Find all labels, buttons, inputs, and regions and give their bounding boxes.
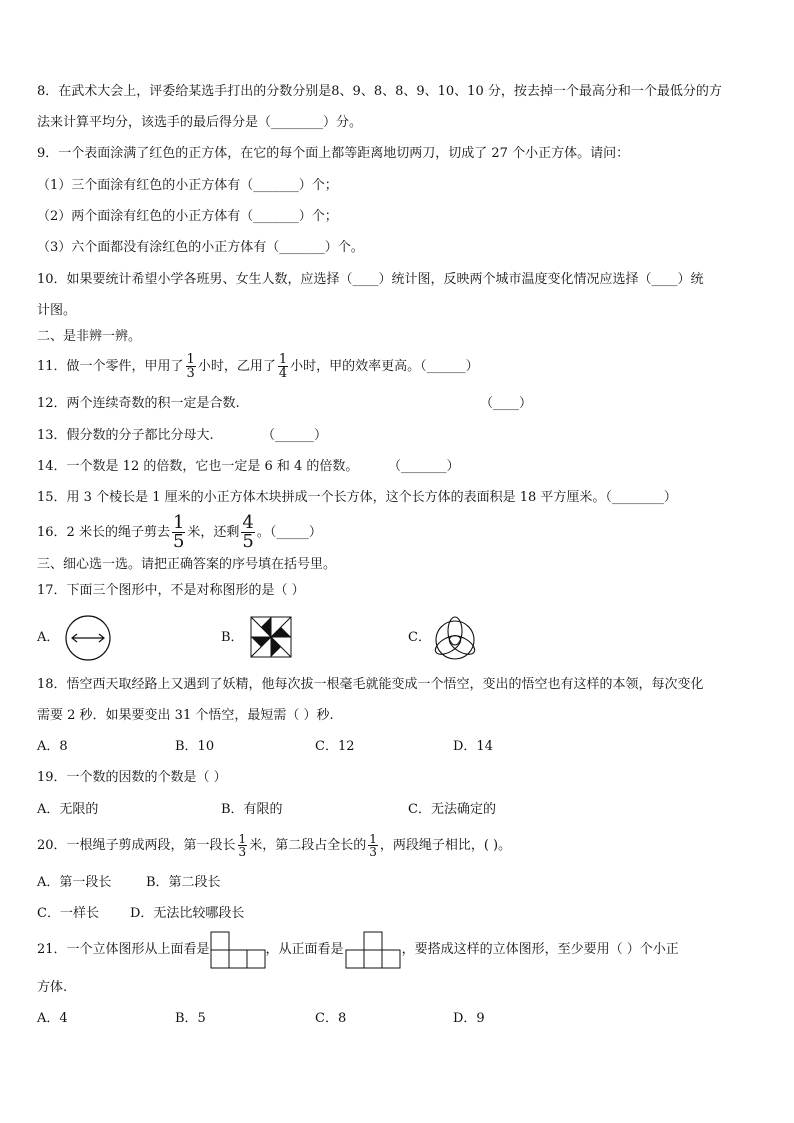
q11-fraction-1: $\frac{1}{3}$ (186, 352, 195, 381)
q13-text: 13．假分数的分子都比分母大. (37, 428, 214, 443)
q16-text-a: 16．2 米长的绳子剪去 (37, 525, 170, 540)
q12-text: 12．两个连续奇数的积一定是合数. (37, 396, 240, 411)
section3-title: 三、细心选一选。请把正确答案的序号填在括号里。 (37, 557, 337, 572)
q9-part2: （2）两个面涂有红色的小正方体有（_______）个； (37, 209, 338, 224)
q21-option-a: A．4 (37, 1011, 68, 1026)
q18-line2: 需要 2 秒．如果要变出 31 个悟空，最短需（ ）秒. (37, 708, 334, 723)
q20-option-b: B．第二段长 (146, 875, 221, 890)
section2-title: 二、是非辨一辨。 (37, 329, 142, 344)
q20-text-a: 20．一根绳子剪成两段，第一段长 (37, 838, 236, 853)
q16-fraction-1: $\frac{1}{5}$ (172, 512, 185, 552)
q11 (37, 352, 479, 382)
q14-text: 14．一个数是 12 的倍数，它也一定是 6 和 4 的倍数。 (37, 459, 359, 474)
q19-option-b: B．有限的 (221, 802, 283, 817)
q13-blank: （______） (262, 428, 328, 443)
q8-line1: 8．在武术大会上，评委给某选手打出的分数分别是8、9、8、8、9、10、10 分，按去掉一个最高分和一个最低分的方 (37, 84, 722, 99)
q19-stem: 19．一个数的因数的个数是（ ） (37, 770, 227, 785)
q17-option-c-label: C． (408, 630, 431, 645)
q17-option-b-label: B． (221, 630, 244, 645)
q10-line1: 10．如果要统计希望小学各班男、女生人数，应选择（____）统计图，反映两个城市温度变化情况应选择（____）统 (37, 272, 704, 287)
q20 (37, 832, 511, 860)
q11-text-a: 11．做一个零件，甲用了 (37, 359, 184, 374)
q12-blank: （____） (480, 396, 533, 411)
q21-text-b: ，从正面看是 (265, 942, 344, 957)
front-view-figure (344, 931, 402, 969)
q21-option-d: D．9 (453, 1011, 485, 1026)
q16-fraction-2: $\frac{4}{5}$ (242, 512, 254, 552)
top-view-figure (210, 931, 266, 969)
q21-option-c: C．8 (315, 1011, 347, 1026)
q19-option-c: C．无法确定的 (408, 802, 496, 817)
q16-text-c: 。（_____） (256, 525, 322, 540)
q18-option-a: A．8 (37, 739, 68, 754)
q21-text-c: ，要搭成这样的立体图形，至少要用（ ）个小正 (401, 942, 679, 957)
q9-part3: （3）六个面都没有涂红色的小正方体有（_______）个。 (37, 240, 364, 255)
q21-line2: 方体. (37, 980, 68, 995)
q20-option-d: D．无法比较哪段长 (130, 906, 245, 921)
q19-option-a: A．无限的 (37, 802, 99, 817)
q20-text-c: ，两段绳子相比，( )。 (379, 838, 512, 853)
q16-text-b: 米，还剩 (187, 525, 240, 540)
q21 (37, 930, 679, 970)
q20-fraction-2: $\frac{1}{3}$ (369, 832, 377, 859)
q15: 15．用 3 个棱长是 1 厘米的小正方体木块拼成一个长方体，这个长方体的表面积是 18 平方厘米。（________） (37, 490, 677, 505)
q21-text-a: 21．一个立体图形从上面看是 (37, 942, 210, 957)
q18-option-c: C．12 (315, 739, 355, 754)
q20-text-b: 米，第二段占全长的 (249, 838, 367, 853)
q9-stem: 9．一个表面涂满了红色的正方体，在它的每个面上都等距离地切两刀，切成了 27 个小正方体。请问： (37, 146, 630, 161)
q14-blank: （_______） (388, 459, 460, 474)
q11-text-c: 小时，甲的效率更高。（______） (290, 359, 479, 374)
q9-part1: （1）三个面涂有红色的小正方体有（_______）个； (37, 178, 338, 193)
circle-arrow-figure (63, 614, 113, 662)
q20-option-c: C．一样长 (37, 906, 99, 921)
trefoil-figure (431, 614, 479, 662)
q16 (37, 514, 322, 552)
q11-fraction-2: $\frac{1}{4}$ (278, 352, 288, 381)
q10-line2: 计图。 (37, 303, 77, 318)
q18-option-b: B．10 (175, 739, 215, 754)
q18-line1: 18．悟空西天取经路上又遇到了妖精，他每次拔一根毫毛就能变成一个悟空，变出的悟空也有这样的本领，每次变化 (37, 677, 704, 692)
q18-option-d: D．14 (453, 739, 493, 754)
q17-stem: 17．下面三个图形中，不是对称图形的是（ ） (37, 583, 305, 598)
q21-option-b: B．5 (175, 1011, 206, 1026)
q20-option-a: A．第一段长 (37, 875, 112, 890)
q20-fraction-1: $\frac{1}{3}$ (238, 832, 247, 859)
q8-line2: 法来计算平均分，该选手的最后得分是（________）分。 (37, 115, 363, 130)
q11-text-b: 小时，乙用了 (197, 359, 276, 374)
pinwheel-figure (248, 614, 294, 660)
q17-option-a-label: A． (37, 630, 60, 645)
